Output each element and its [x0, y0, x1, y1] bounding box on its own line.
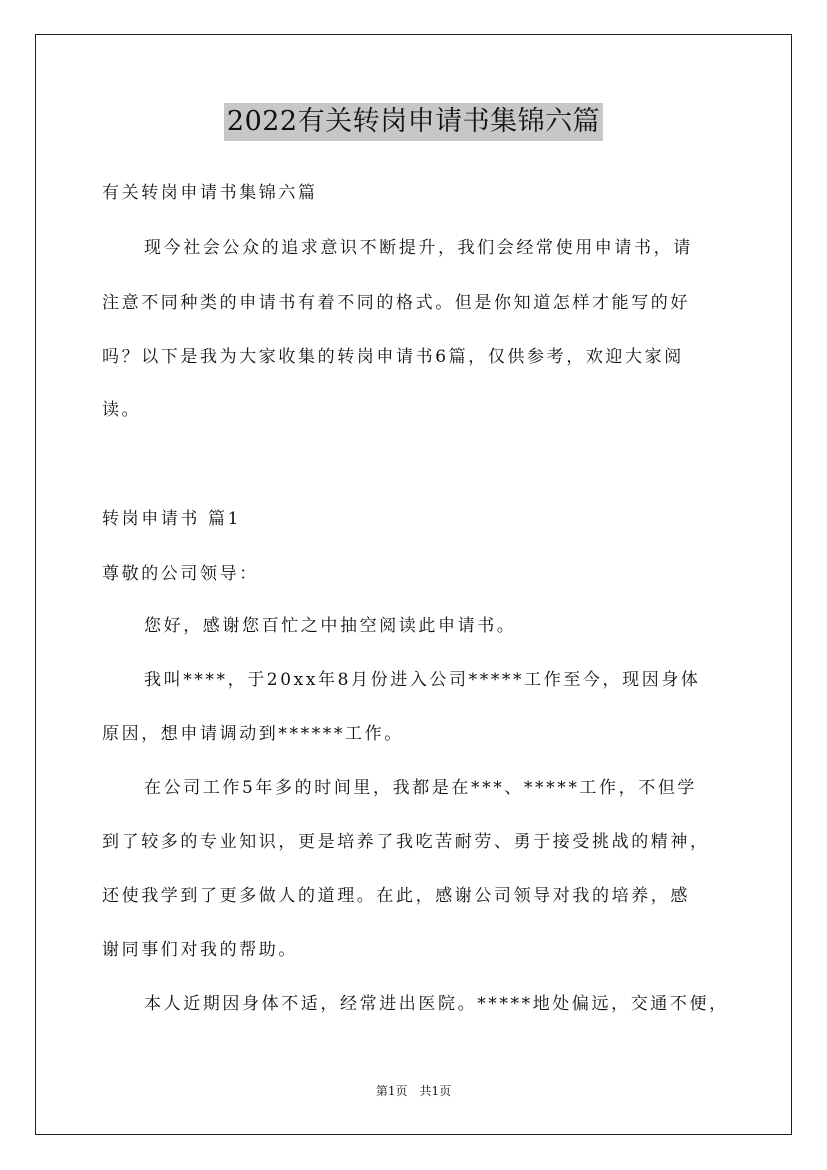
section-heading: 转岗申请书 篇1	[102, 509, 242, 529]
document-title: 2022有关转岗申请书集锦六篇	[224, 103, 603, 141]
title-area	[0, 103, 827, 141]
page-footer	[0, 1082, 827, 1100]
body-line-1: 您好，感谢您百忙之中抽空阅读此申请书。	[144, 616, 517, 636]
body-line-6: 还使我学到了更多做人的道理。在此，感谢公司领导对我的培养，感	[102, 886, 690, 906]
intro-line-4: 读。	[102, 400, 142, 420]
body-line-2: 我叫****，于20xx年8月份进入公司*****工作至今，现因身体	[144, 670, 701, 690]
page-total: 共1页	[419, 1084, 452, 1098]
salutation: 尊敬的公司领导：	[102, 564, 259, 584]
page-number: 第1页	[375, 1084, 408, 1098]
body-line-4: 在公司工作5年多的时间里，我都是在***、*****工作，不但学	[144, 778, 698, 798]
intro-line-2: 注意不同种类的申请书有着不同的格式。但是你知道怎样才能写的好	[102, 293, 690, 313]
body-line-5: 到了较多的专业知识，更是培养了我吃苦耐劳、勇于接受挑战的精神，	[102, 832, 710, 852]
body-line-8: 本人近期因身体不适，经常进出医院。*****地处偏远，交通不便，	[144, 994, 729, 1014]
body-line-7: 谢同事们对我的帮助。	[102, 940, 298, 960]
body-line-3: 原因，想申请调动到******工作。	[102, 724, 404, 744]
intro-line-3: 吗？以下是我为大家收集的转岗申请书6篇，仅供参考，欢迎大家阅	[102, 347, 684, 367]
intro-line-1: 现今社会公众的追求意识不断提升，我们会经常使用申请书，请	[144, 238, 693, 258]
document-subtitle: 有关转岗申请书集锦六篇	[102, 183, 318, 203]
